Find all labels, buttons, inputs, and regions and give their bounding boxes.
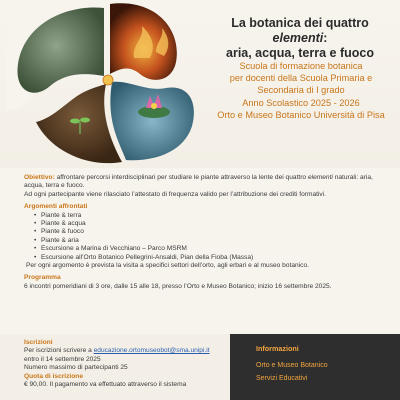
program-text: 6 incontri pomeridiani di 3 ore, dalle 15 alle 18, presso l’Orto e Museo Botanico; inizio 16 settembre 2025.: [24, 282, 332, 290]
list-item: • Escursione a Marina di Vecchiano – Parco MSRM: [34, 245, 390, 253]
info-line: Orto e Museo Botanico: [256, 362, 328, 369]
topics-heading: Argomenti affrontati: [24, 203, 88, 211]
list-item: • Escursione all’Orto Botanico Pellegrini-Ansaldi, Pian della Fioba (Massa): [34, 254, 390, 262]
list-item: • Piante & fuoco: [34, 228, 390, 236]
earth-swirl: [36, 84, 122, 163]
subtitle-block: [207, 60, 395, 121]
list-item: • Piante & acqua: [34, 220, 390, 228]
university-logo-icon: [103, 75, 113, 85]
four-elements-illustration: [6, 0, 206, 168]
registration-deadline: entro il 14 settembre 2025: [24, 355, 101, 363]
subtitle-line: Anno Scolastico 2025 - 2026: [242, 97, 360, 108]
water-swirl: [110, 82, 194, 160]
subtitle-line: Secondaria di I grado: [257, 85, 345, 96]
program-heading: Programma: [24, 274, 61, 282]
list-item: • Piante & terra: [34, 212, 390, 220]
email-link[interactable]: educazione.ortomuseobot@sma.unipi.it: [93, 347, 210, 355]
objective-label: Obiettivo:: [24, 174, 55, 181]
registration-block: [0, 334, 230, 400]
certificate-note: Ad ogni partecipante viene rilasciato l’attestato di frequenza valido per l’attribuzione dei crediti formativi.: [24, 190, 327, 198]
subtitle-line: Orto e Museo Botanico Università di Pisa: [217, 109, 385, 120]
page-title: La botanica dei quattro elementi: aria, acqua, terra e fuoco: [226, 16, 374, 60]
topics-list: [34, 212, 390, 262]
footer-band: [0, 334, 400, 400]
hero-banner: [0, 0, 400, 168]
list-item: • Piante & aria: [34, 237, 390, 245]
registration-heading: Iscrizioni: [24, 339, 53, 346]
course-details: [0, 168, 400, 334]
fee-text: € 90,00. Il pagamento va effettuato attraverso il sistema: [24, 381, 187, 389]
subtitle-line: per docenti della Scuola Primaria e: [229, 73, 373, 84]
info-heading: Informazioni: [256, 344, 299, 353]
registration-max: Numero massimo di partecipanti 25: [24, 364, 128, 372]
info-line: Servizi Educativi: [256, 375, 308, 382]
subtitle-line: Scuola di formazione botanica: [239, 61, 363, 71]
objective-paragraph: Obiettivo: affrontare percorsi interdisciplinari per studiare le piante attraverso la lente dei quattro elementi naturali: aria, acqua, terra e fuoco.: [24, 174, 373, 190]
registration-line: Per iscrizioni scrivere a educazione.ortomuseobot@sma.unipi.it: [24, 347, 210, 355]
info-block: [256, 342, 396, 385]
fee-heading: Quota di iscrizione: [24, 372, 83, 380]
topics-note: Per ogni argomento è prevista la visita a specifici settori dell’orto, agli erbari e al museo botanico.: [26, 262, 309, 270]
